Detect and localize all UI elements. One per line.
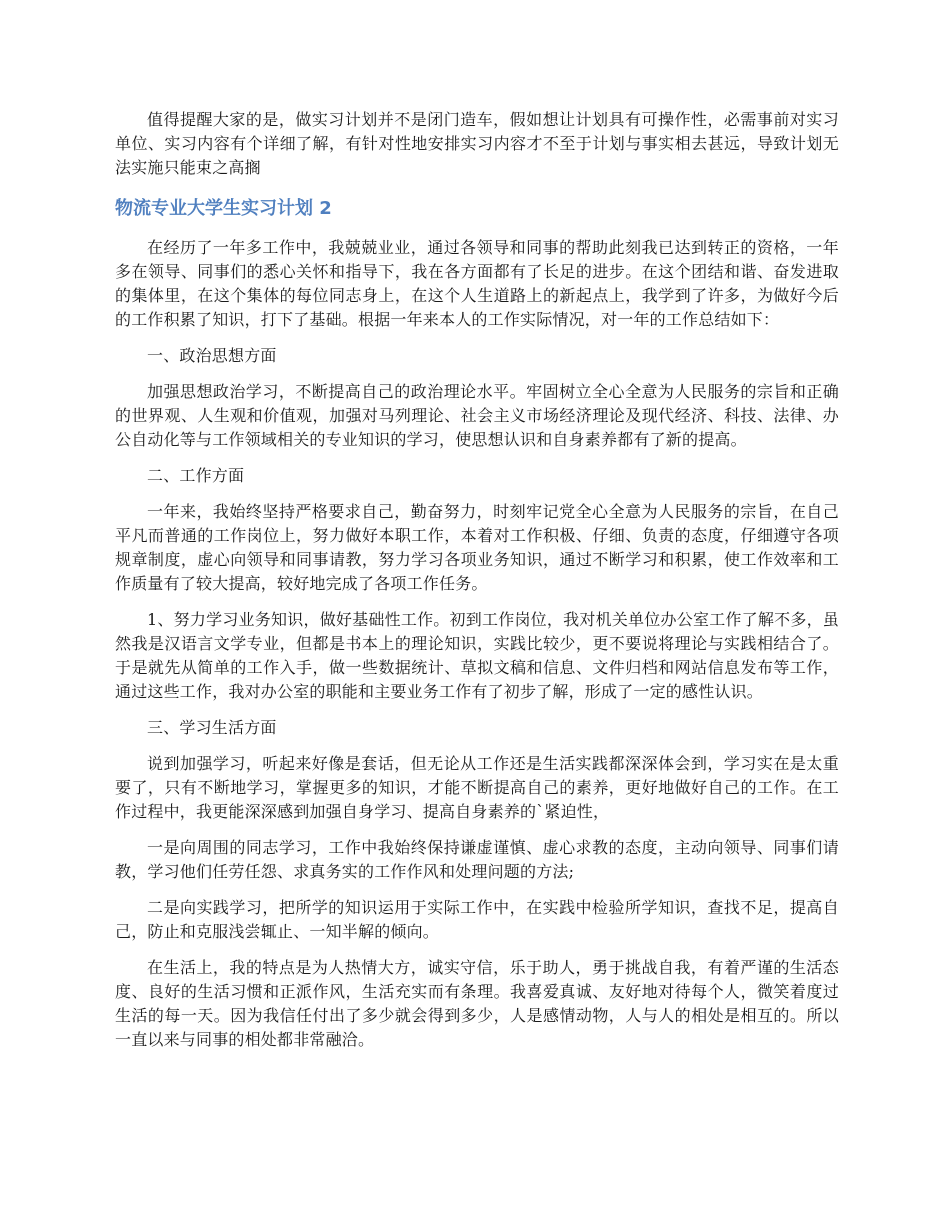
subheading-paragraph: 三、学习生活方面 bbox=[147, 718, 277, 737]
body-paragraph: 二是向实践学习，把所学的知识运用于实际工作中，在实践中检验所学知识，查找不足，提高自己，防止和克服浅尝辄止、一知半解的倾向。 bbox=[115, 898, 839, 941]
intro-paragraph: 值得提醒大家的是，做实习计划并不是闭门造车，假如想让计划具有可操作性，必需事前对实习单位、实习内容有个详细了解，有针对性地安排实习内容才不至于计划与事实相去甚远，导致计划无法实施只能束之高搁 bbox=[115, 110, 839, 177]
body-paragraph: 在生活上，我的特点是为人热情大方，诚实守信，乐于助人，勇于挑战自我，有着严谨的生活态度、良好的生活习惯和正派作风，生活充实而有条理。我喜爱真诚、友好地对待每个人，微笑着度过生活的每一天。因为我信任付出了多少就会得到多少，人是感情动物，人与人的相处是相互的。所以一直以来与同事的相处都非常融洽。 bbox=[115, 958, 839, 1049]
body-paragraph: 一年来，我始终坚持严格要求自己，勤奋努力，时刻牢记党全心全意为人民服务的宗旨，在自己平凡而普通的工作岗位上，努力做好本职工作，本着对工作积极、仔细、负责的态度，仔细遵守各项规章制度，虚心向领导和同事请教，努力学习各项业务知识，通过不断学习和积累，使工作效率和工作质量有了较大提高，较好地完成了各项工作任务。 bbox=[115, 502, 839, 593]
subheading-paragraph: 一、政治思想方面 bbox=[147, 346, 277, 365]
body-paragraph: 一是向周围的同志学习，工作中我始终保持谦虚谨慎、虚心求教的态度，主动向领导、同事们请教，学习他们任劳任怨、求真务实的工作作风和处理问题的方法; bbox=[115, 838, 839, 881]
document-page bbox=[115, 108, 839, 1064]
section-heading: 物流专业大学生实习计划 2 bbox=[115, 198, 332, 219]
subheading-paragraph: 二、工作方面 bbox=[147, 466, 245, 485]
body-paragraph: 加强思想政治学习，不断提高自己的政治理论水平。牢固树立全心全意为人民服务的宗旨和正确的世界观、人生观和价值观，加强对马列理论、社会主义市场经济理论及现代经济、科技、法律、办公自动化等与工作领域相关的专业知识的学习，使思想认识和自身素养都有了新的提高。 bbox=[115, 382, 839, 449]
body-paragraph: 在经历了一年多工作中，我兢兢业业，通过各领导和同事的帮助此刻我已达到转正的资格，一年多在领导、同事们的悉心关怀和指导下，我在各方面都有了长足的进步。在这个团结和谐、奋发进取的集体里，在这个集体的每位同志身上，在这个人生道路上的新起点上，我学到了许多，为做好今后的工作积累了知识，打下了基础。根据一年来本人的工作实际情况，对一年的工作总结如下： bbox=[115, 238, 839, 329]
body-paragraph: 说到加强学习，听起来好像是套话，但无论从工作还是生活实践都深深体会到，学习实在是太重要了，只有不断地学习，掌握更多的知识，才能不断提高自己的素养，更好地做好自己的工作。在工作过程中，我更能深深感到加强自身学习、提高自身素养的`紧迫性， bbox=[115, 754, 839, 821]
body-paragraph: 1、努力学习业务知识，做好基础性工作。初到工作岗位，我对机关单位办公室工作了解不多，虽然我是汉语言文学专业，但都是书本上的理论知识，实践比较少，更不要说将理论与实践相结合了。于是就先从简单的工作入手，做一些数据统计、草拟文稿和信息、文件归档和网站信息发布等工作，通过这些工作，我对办公室的职能和主要业务工作有了初步了解，形成了一定的感性认识。 bbox=[115, 610, 839, 701]
